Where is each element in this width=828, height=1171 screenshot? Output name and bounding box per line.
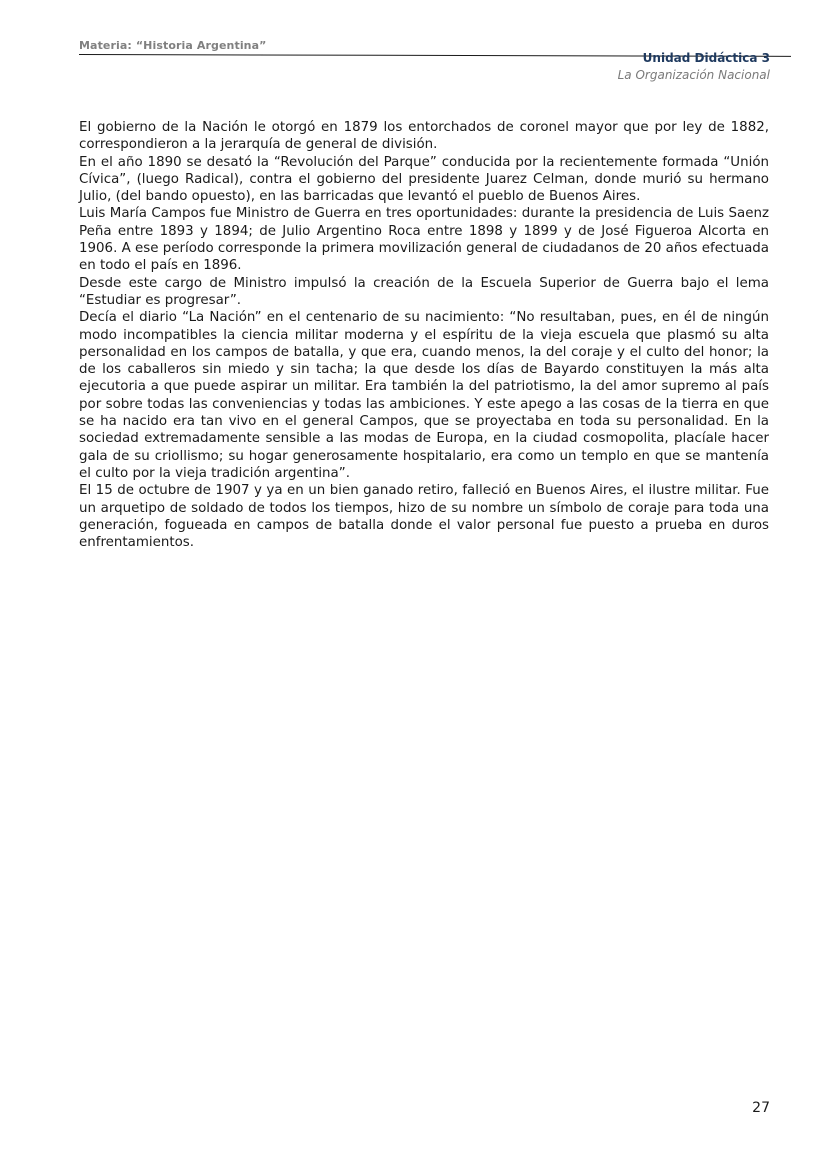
paragraph: Luis María Campos fue Ministro de Guerra en tres oportunidades: durante la presidencia de Luis Saenz Peña entre 1893 y 1894; de Julio Argentino Roca entre 1898 y 1899 y de José Figueroa Alcorta en 1906. A ese período corresponde la primera movilización general de ciudadanos de 20 años efectuada en todo el país en 1896. <box>79 206 769 274</box>
header-unit-title: Unidad Didáctica 3 <box>642 51 770 65</box>
header-subject: Materia: “Historia Argentina” <box>79 39 267 52</box>
paragraph: El 15 de octubre de 1907 y ya en un bien ganado retiro, falleció en Buenos Aires, el ilustre militar. Fue un arquetipo de soldado de todos los tiempos, hizo de su nombre un símbolo de coraje para toda una generación, fogueada en campos de batalla donde el valor personal fue puesto a prueba en duros enfrentamientos. <box>79 483 769 551</box>
document-body <box>79 119 769 551</box>
paragraph: Decía el diario “La Nación” en el centenario de su nacimiento: “No resultaban, pues, en él de ningún modo incompatibles la ciencia militar moderna y el espíritu de la vieja escuela que plasmó su alta personalidad en los campos de batalla, y que era, cuando menos, la del coraje y el culto del honor; la de los caballeros sin miedo y sin tacha; la que desde los días de Bayardo constituyen la más alta ejecutoria a que puede aspirar un militar. Era también la del patriotismo, la del amor supremo al país por sobre todas las conveniencias y todas las ambiciones. Y este apego a las cosas de la tierra en que se ha nacido era tan vivo en el general Campos, que se proyectaba en toda su personalidad. En la sociedad extremadamente sensible a las modas de Europa, en la ciudad cosmopolita, placíale hacer gala de su criollismo; su hogar generosamente hospitalario, era como un templo en que se mantenía el culto por la vieja tradición argentina”. <box>79 310 769 481</box>
header-topic: La Organización Nacional <box>617 68 770 82</box>
page-number: 27 <box>752 1100 770 1116</box>
paragraph: El gobierno de la Nación le otorgó en 1879 los entorchados de coronel mayor que por ley de 1882, correspondieron a la jerarquía de general de división. <box>79 120 769 153</box>
paragraph: En el año 1890 se desató la “Revolución del Parque” conducida por la recientemente formada “Unión Cívica”, (luego Radical), contra el gobierno del presidente Juarez Celman, donde murió su hermano Julio, (del bando opuesto), en las barricadas que levantó el pueblo de Buenos Aires. <box>79 154 769 205</box>
paragraph: Desde este cargo de Ministro impulsó la creación de la Escuela Superior de Guerra bajo el lema “Estudiar es progresar”. <box>79 275 769 308</box>
